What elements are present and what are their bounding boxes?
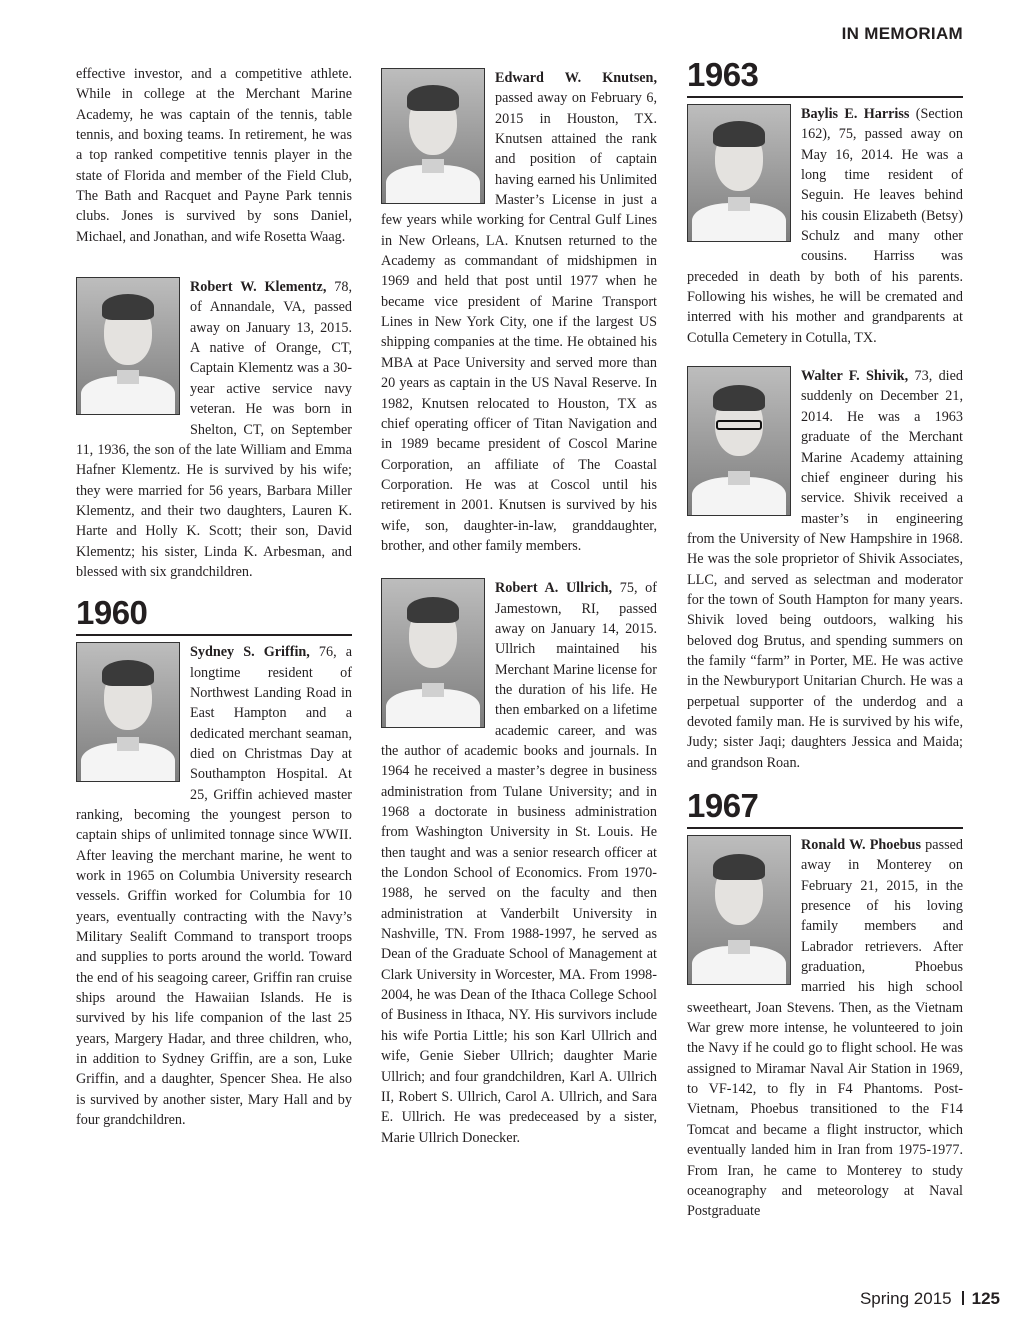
obituary-name: Walter F. Shivik, <box>801 368 909 385</box>
heading-rule <box>76 634 352 636</box>
obituary-klementz <box>76 277 352 582</box>
obituary-name: Sydney S. Griffin, <box>190 644 310 661</box>
obituary-phoebus <box>687 835 963 1222</box>
glasses-icon <box>716 420 762 430</box>
portrait-photo-phoebus <box>687 835 791 985</box>
obituary-text: 76, a longtime resident of Northwest Landing Road in East Hampton and a dedicated merchant seaman, died on Christmas Day at Southampton Hospital. At 25, Griffin achieved master ranking, becoming the youngest person to captain ships of unlimited tonnage since WWII. After leaving the merchant marine, he went to work in 1965 on Columbia University research vessels. Griffin worked for Columbia for 10 years, eventually contracting with the Navy’s Military Sealift Command to transport troops and supplies to ports around the world. Toward the end of his seagoing career, Griffin ran cruise ships around the Hawaiian Islands. He is survived by his life companion of the last 25 years, Margery Hadar, and three children, who, in addition to Sydney Griffin, are a son, Luke Griffin, and a daughter, Spencer Shea. He also is survived by another sister, Mary Hall and by four grandchildren. <box>76 644 352 1129</box>
page-number: 125 <box>971 1289 1000 1308</box>
column-2 <box>381 64 657 1148</box>
class-year-1963 <box>687 58 963 98</box>
portrait-photo-klementz <box>76 277 180 415</box>
issue-label: Spring 2015 <box>859 1289 952 1308</box>
page-footer <box>860 1289 1000 1309</box>
obituary-name: Robert W. Klementz, <box>190 279 327 296</box>
portrait-photo-ullrich <box>381 578 485 728</box>
heading-rule <box>687 827 963 829</box>
obituary-griffin <box>76 642 352 1130</box>
portrait-photo-knutsen <box>381 68 485 204</box>
obituary-knutsen <box>381 68 657 556</box>
obituary-shivik <box>687 366 963 773</box>
class-year-heading: 1963 <box>687 56 759 93</box>
section-header: IN MEMORIAM <box>841 24 963 43</box>
obituary-ullrich <box>381 578 657 1148</box>
footer-divider <box>962 1291 964 1305</box>
class-year-1960 <box>76 596 352 636</box>
continued-obituary-text: effective investor, and a competitive athlete. While in college at the Merchant Marine Academy, he was captain of the tennis, table tennis, and boxing teams. In retirement, he was a top ranked competitive tennis player in the state of Florida and member of the Field Club, The Bath and Racquet and Payne Park tennis clubs. Jones is survived by sons Daniel, Michael, and Jonathan, and wife Rosetta Waag. <box>76 66 352 245</box>
obituary-text: 73, died suddenly on December 21, 2014. He was a 1963 graduate of the Merchant Marine Academy attaining chief engineer during his service. Shivik received a master’s in engineering from the University of New Hampshire in 1968. He was the sole proprietor of Shivik Associates, LLC, and served as selectman and moderator for the town of South Hampton for many years. Shivik loved being outdoors, walking his beloved dog Brutus, and spending summers on the family “farm” in Porter, ME. He was active in the Newburyport Unitarian Church. He was a perpetual supporter of the underdog and a devoted family man. He is survived by his wife, Judy; sister Jaqi; daughters Jessica and Maida; and grandson Roan. <box>687 368 963 771</box>
class-year-heading: 1960 <box>76 594 148 632</box>
column-3 <box>687 58 963 1222</box>
obituary-name: Baylis E. Harriss <box>801 106 910 122</box>
obituary-text: 75, of Jamestown, RI, passed away on January 14, 2015. Ullrich maintained his Merchant Marine license for the duration of his life. He then embarked on a lifetime academic career, and was the author of academic books and journals. In 1964 he received a master’s degree in business administration from Tulane University; and in 1968 a doctorate in business administration from Washington University in St. Louis. He then taught and was a senior research officer at the London School of Economics. From 1970-1988, he served on the faculty and then administration at Vanderbilt University in Nashville, TN. From 1988-1997, he served as Dean of the Graduate School of Management at Clark University in Worcester, MA. From 1998-2004, he was Dean of the Ithaca College School of Business in Ithaca, NY. His survivors include his wife Portia Little; his son Karl Ullrich and wife, Genie Sieber Ullrich; daughter Marie Ullrich; and four grandchildren, Karl A. Ullrich II, Robert S. Ullrich, Carol A. Ullrich, and Sara E. Ullrich. He was predeceased by a sister, Marie Ullrich Donecker. <box>381 580 657 1146</box>
portrait-photo-harriss <box>687 104 791 242</box>
obituary-text: 78, of Annandale, VA, passed away on January 13, 2015. A native of Orange, CT, Captain Klementz was a 30-year active service navy veteran. He was born in Shelton, CT, on September 11, 1936, the son of the late William and Emma Hafner Klementz. He is survived by his wife; they were married for 56 years, Barbara Miller Klementz, and their two daughters, Lauren K. Harte and Holly K. Scott; their son, David Klementz; his sister, Linda K. Arbesman, and blessed with six grandchildren. <box>76 279 353 580</box>
obituary-name: Robert A. Ullrich, <box>495 580 613 597</box>
portrait-photo-griffin <box>76 642 180 782</box>
class-year-1967 <box>687 789 963 829</box>
obituary-text: passed away on February 6, 2015 in Houston, TX. Knutsen attained the rank and position of captain having earned his Unlimited Master’s License in just a few years while working for Central Gulf Lines in New Orleans, LA. Knutsen returned to the Academy as commandant of midshipmen in 1969 and held that post until 1977 when he became vice president of Marine Transport Lines in New York City, one if the largest US shipping companies at the time. He obtained his MBA at Pace University and served more than 20 years as captain in the US Naval Reserve. In 1982, Knutsen relocated to Houston, TX as chief operating officer of Titan Navigation and in 1989 became president of Coscol Marine Corporation, an affiliate of The Coastal Corporation. He was at Coscol until his retirement in 2001. Knutsen is survived by his wife, son, daughter-in-law, granddaughter, brother, and other family members. <box>381 90 657 554</box>
obituary-text: (Section 162), 75, passed away on May 16, 2014. He was a long time resident of Seguin. He leaves behind his cousin Elizabeth (Betsy) Schulz and many other cousins. Harriss was preceded in death by both of his parents. Following his wishes, he will be cremated and interred with his mother and grandparents at Cotulla Cemetery in Cotulla, TX. <box>687 106 963 346</box>
class-year-heading: 1967 <box>687 787 759 824</box>
column-1 <box>76 64 352 1131</box>
portrait-photo-shivik <box>687 366 791 516</box>
obituary-name: Edward W. Knutsen, <box>495 70 657 86</box>
heading-rule <box>687 96 963 98</box>
obituary-name: Ronald W. Phoebus <box>801 837 921 853</box>
obituary-text: passed away in Monterey on February 21, 2015, in the presence of his loving family members and Labrador retrievers. After graduation, Phoebus married his high school sweetheart, Joan Stevens. Then, as the Vietnam War grew more intense, he volunteered to join the Navy if he could go to flight school. He was assigned to Miramar Naval Air Station in 1969, to VF-142, to fly in F4 Phantoms. Post-Vietnam, Phoebus transitioned to the F14 Tomcat and became a flight instructor, which eventually landed him in Iran from 1975-1977. From Iran, he came to Monterey to study oceanography and meteorology at Naval Postgraduate <box>687 837 963 1220</box>
obituary-harriss <box>687 104 963 348</box>
